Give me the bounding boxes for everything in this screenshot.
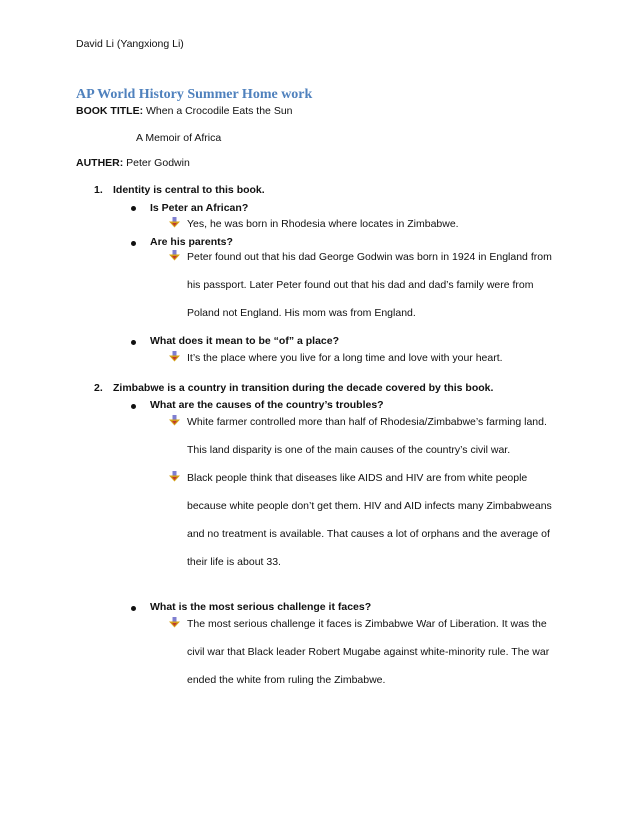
arrow-bullet-icon [169, 415, 180, 426]
question-1-2: Are his parents? [150, 236, 233, 248]
section-number-1: 1. [94, 184, 103, 196]
book-title-label: BOOK TITLE: [76, 105, 144, 117]
section-number-2: 2. [94, 382, 103, 394]
answer-1-2-line-3: Poland not England. His mom was from England. [187, 307, 416, 319]
question-2-1: What are the causes of the country’s troubles? [150, 399, 384, 411]
author-line [76, 157, 190, 170]
bullet-icon [131, 606, 136, 611]
answer-2-1-b-line-2: because white people don’t get them. HIV and AID infects many Zimbabweans [187, 500, 552, 512]
question-2-2: What is the most serious challenge it faces? [150, 601, 372, 613]
arrow-bullet-icon [169, 617, 180, 628]
document-title: AP World History Summer Home work [76, 87, 313, 102]
answer-2-2-line-2: civil war that Black leader Robert Mugabe against white-minority rule. The war [187, 646, 550, 658]
section-heading-1: Identity is central to this book. [113, 184, 265, 196]
bullet-icon [131, 340, 136, 345]
answer-1-2-line-2: his passport. Later Peter found out that his dad and dad’s family were from [187, 279, 534, 291]
answer-2-1-a-line-2: This land disparity is one of the main causes of the country’s civil war. [187, 444, 511, 456]
arrow-bullet-icon [169, 217, 180, 228]
bullet-icon [131, 404, 136, 409]
answer-2-2-line-3: ended the white from ruling the Zimbabwe. [187, 674, 386, 686]
author-value: Peter Godwin [126, 157, 190, 169]
header-author-line: David Li (Yangxiong Li) [76, 38, 184, 50]
bullet-icon [131, 241, 136, 246]
bullet-icon [131, 206, 136, 211]
answer-2-1-b-line-3: and no treatment is available. That causes a lot of orphans and the average of [187, 528, 550, 540]
arrow-bullet-icon [169, 250, 180, 261]
author-label: AUTHER: [76, 157, 124, 169]
arrow-bullet-icon [169, 351, 180, 362]
question-1-3: What does it mean to be “of” a place? [150, 335, 340, 347]
answer-1-2-line-1: Peter found out that his dad George Godwin was born in 1924 in England from [187, 251, 552, 263]
answer-1-1-line-1: Yes, he was born in Rhodesia where locates in Zimbabwe. [187, 218, 459, 230]
book-title-value: When a Crocodile Eats the Sun [146, 105, 293, 117]
answer-2-1-b-line-1: Black people think that diseases like AIDS and HIV are from white people [187, 472, 528, 484]
question-1-1: Is Peter an African? [150, 202, 249, 214]
section-heading-2: Zimbabwe is a country in transition during the decade covered by this book. [113, 382, 494, 394]
answer-2-1-b-line-4: their life is about 33. [187, 556, 281, 568]
book-subtitle: A Memoir of Africa [136, 132, 222, 144]
answer-1-3-line-1: It’s the place where you live for a long time and love with your heart. [187, 352, 503, 364]
arrow-bullet-icon [169, 471, 180, 482]
answer-2-2-line-1: The most serious challenge it faces is Zimbabwe War of Liberation. It was the [187, 618, 547, 630]
answer-2-1-a-line-1: White farmer controlled more than half of Rhodesia/Zimbabwe’s farming land. [187, 416, 547, 428]
book-title-line [76, 105, 293, 118]
